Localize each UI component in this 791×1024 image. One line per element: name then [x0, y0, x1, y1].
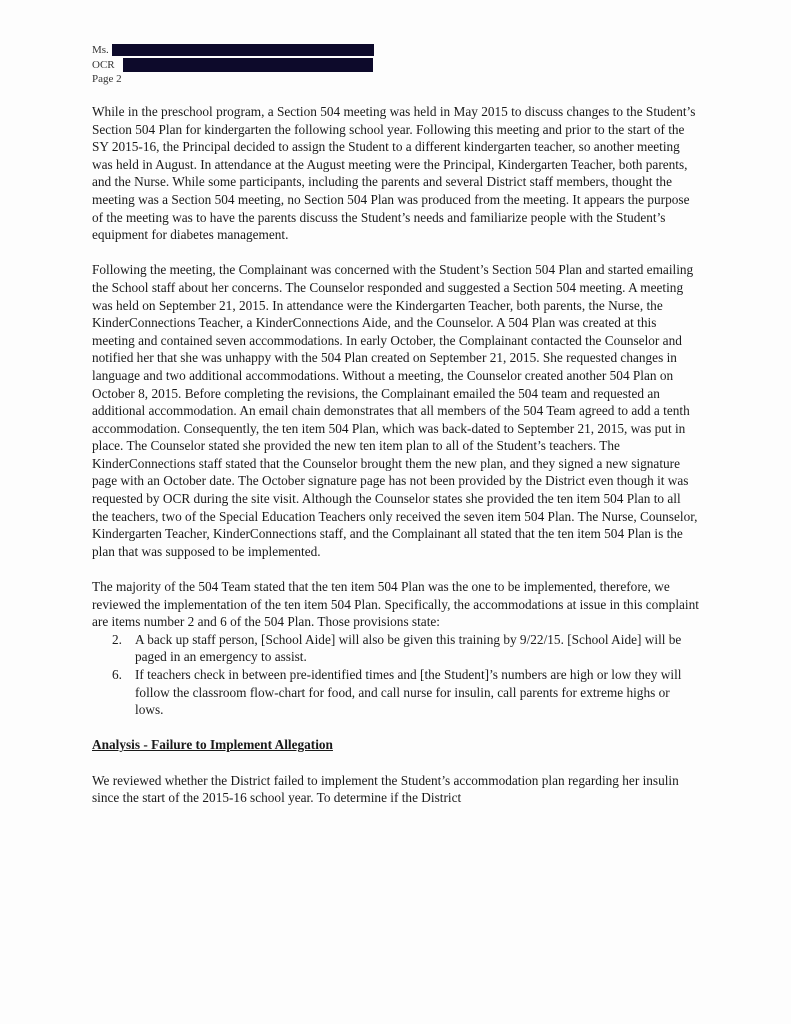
list-item [92, 666, 699, 719]
document-body [92, 103, 699, 824]
section-heading: Analysis - Failure to Implement Allegation [92, 737, 333, 753]
provision-text: A back up staff person, [School Aide] will also be given this training by 9/22/15. [School Aide] will be paged in an emergency to assist. [135, 631, 682, 665]
paragraph-complainant-concerns: Following the meeting, the Complainant was concerned with the Student’s Section 504 Plan and started emailing the School staff about her concerns. The Counselor responded and suggested a Section 504 meeting. A meeting was held on September 21, 2015. In attendance were the Kindergarten Teacher, both parents, the Nurse, the KinderConnections Teacher, a KinderConnections Aide, and the Counselor. A 504 Plan was created at this meeting and contained seven accommodations. In early October, the Complainant contacted the Counselor and notified her that she was unhappy with the 504 Plan created on September 21, 2015. She requested changes in language and two additional accommodations. Without a meeting, the Counselor created another 504 Plan on October 8, 2015. Before completing the revisions, the Complainant emailed the 504 team and requested an additional accommodation. An email chain demonstrates that all members of the 504 Team agreed to add a tenth accommodation. Consequently, the ten item 504 Plan, which was back-dated to September 21, 2015, was put in place. The Counselor stated she provided the new ten item plan to all of the Student’s teachers. The KinderConnections staff stated that the Counselor brought them the new plan, and they signed a new signature page with an October date. The October signature page has not been provided by the District even though it was requested by OCR during the site visit. Although the Counselor states she provided the ten item 504 Plan to all the teachers, two of the Special Education Teachers only received the seven item 504 Plan. The Nurse, Counselor, Kindergarten Teacher, KinderConnections staff, and the Complainant all stated that the ten item 504 Plan is the plan that was supposed to be implemented. [92, 262, 698, 559]
paragraph-ten-item-plan: The majority of the 504 Team stated that the ten item 504 Plan was the one to be implemented, therefore, we reviewed the implementation of the ten item 504 Plan. Specifically, the accommodations at issue in this complaint are items number 2 and 6 of the 504 Plan. Those provisions state: [92, 579, 699, 630]
redaction-bar-name [112, 44, 374, 56]
provision-text: If teachers check in between pre-identified times and [the Student]’s numbers are high or low they will follow the classroom flow-chart for food, and call nurse for insulin, call parents for extreme highs or lows. [135, 667, 682, 718]
provision-number: 2. [112, 631, 122, 647]
page-number: Page 2 [92, 73, 122, 85]
list-item [92, 631, 699, 666]
provisions-list [92, 631, 699, 719]
office-label: OCR [92, 58, 115, 71]
redaction-bar-case [123, 58, 373, 72]
provision-number: 6. [112, 667, 122, 682]
letter-header [92, 43, 374, 87]
paragraph-analysis: We reviewed whether the District failed to implement the Student’s accommodation plan regarding her insulin since the start of the 2015-16 school year. To determine if the District [92, 772, 679, 806]
recipient-salutation: Ms. [92, 44, 109, 56]
paragraph-preschool-meeting: While in the preschool program, a Section 504 meeting was held in May 2015 to discuss changes to the Student’s Section 504 Plan for kindergarten the following school year. Following this meeting and prior to the start of the SY 2015-16, the Principal decided to assign the Student to a different kindergarten teacher, so another meeting was held in August. In attendance at the August meeting were the Principal, Kindergarten Teacher, both parents, and the Nurse. While some participants, including the parents and several District staff members, thought the meeting was a Section 504 meeting, no Section 504 Plan was produced from the meeting. It appears the purpose of the meeting was to have the parents discuss the Student’s needs and familiarize people with the Student’s equipment for diabetes management. [92, 104, 696, 243]
